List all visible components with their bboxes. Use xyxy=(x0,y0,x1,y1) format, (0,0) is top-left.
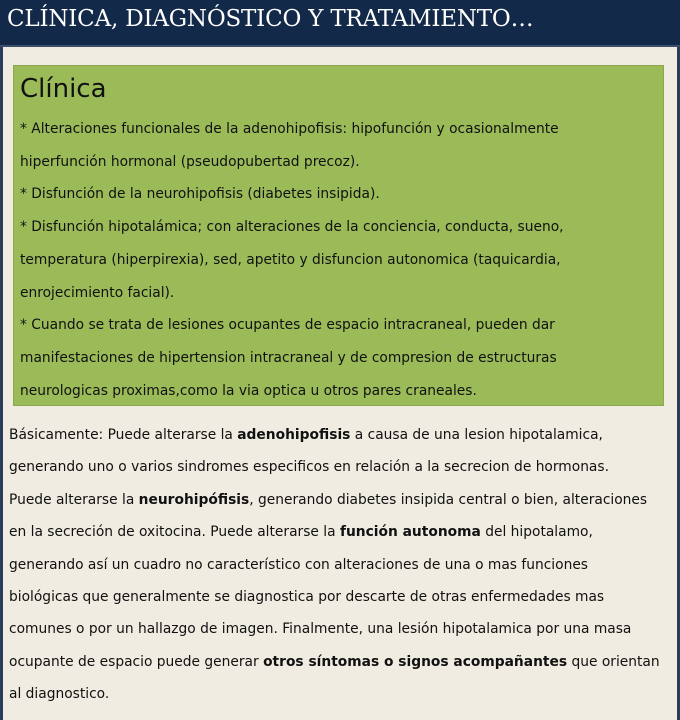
clinica-line: temperatura (hiperpirexia), sed, apetito y disfuncion autonomica (taquicardia, xyxy=(20,251,561,268)
summary-line-4 xyxy=(9,516,677,548)
clinica-line: * Alteraciones funcionales de la adenohipofisis: hipofunción y ocasionalmente xyxy=(20,121,559,137)
bold-term: adenohipofisis xyxy=(237,427,351,443)
clinica-line: manifestaciones de hipertension intracraneal y de compresion de estructuras xyxy=(20,349,557,366)
text-run: que orientan xyxy=(567,653,660,670)
title-bar xyxy=(0,0,680,47)
summary-line-8 xyxy=(9,646,677,678)
clinica-line: enrojecimiento facial). xyxy=(20,284,175,301)
clinica-line: neurologicas proximas,como la via optica u otros pares craneales. xyxy=(20,382,477,399)
summary-line-3 xyxy=(9,484,677,516)
bold-term: neurohipófisis xyxy=(138,491,250,508)
summary-line-2: generando uno o varios sindromes especificos en relación a la secrecion de hormonas. xyxy=(9,459,609,476)
text-run: a causa de una lesion hipotalamica, xyxy=(350,427,603,443)
summary-line-7: comunes o por un hallazgo de imagen. Finalmente, una lesión hipotalamica por una masa xyxy=(9,621,632,638)
summary-line-6: biológicas que generalmente se diagnostica por descarte de otras enfermedades mas xyxy=(9,589,605,606)
text-run: , generando diabetes insipida central o bien, alteraciones xyxy=(249,491,648,508)
clinica-line: hiperfunción hormonal (pseudopubertad precoz). xyxy=(20,153,360,170)
slide-title: CLÍNICA, DIAGNÓSTICO Y TRATAMIENTO… xyxy=(7,6,534,32)
summary-line-1 xyxy=(9,419,677,451)
summary-line-5: generando así un cuadro no característico con alteraciones de una o mas funciones xyxy=(9,556,588,573)
clinica-heading: Clínica xyxy=(20,74,107,104)
bold-term: función autonoma xyxy=(339,524,481,541)
bold-term: otros síntomas o signos acompañantes xyxy=(263,653,568,670)
text-run: del hipotalamo, xyxy=(480,524,593,541)
summary-line-9: al diagnostico. xyxy=(9,686,110,703)
clinica-line: * Disfunción de la neurohipofisis (diabetes insipida). xyxy=(20,186,380,203)
summary-paragraph xyxy=(9,419,677,711)
clinica-box xyxy=(13,65,664,406)
text-run: Puede alterarse la xyxy=(9,491,139,508)
clinica-line: * Disfunción hipotalámica; con alteraciones de la conciencia, conducta, sueno, xyxy=(20,219,564,236)
text-run: Básicamente: Puede alterarse la xyxy=(9,427,238,443)
text-run: ocupante de espacio puede generar xyxy=(9,653,264,670)
left-border xyxy=(0,47,3,720)
clinica-list xyxy=(20,113,660,407)
text-run: en la secreción de oxitocina. Puede alterarse la xyxy=(9,524,340,541)
clinica-line: * Cuando se trata de lesiones ocupantes de espacio intracraneal, pueden dar xyxy=(20,317,555,334)
